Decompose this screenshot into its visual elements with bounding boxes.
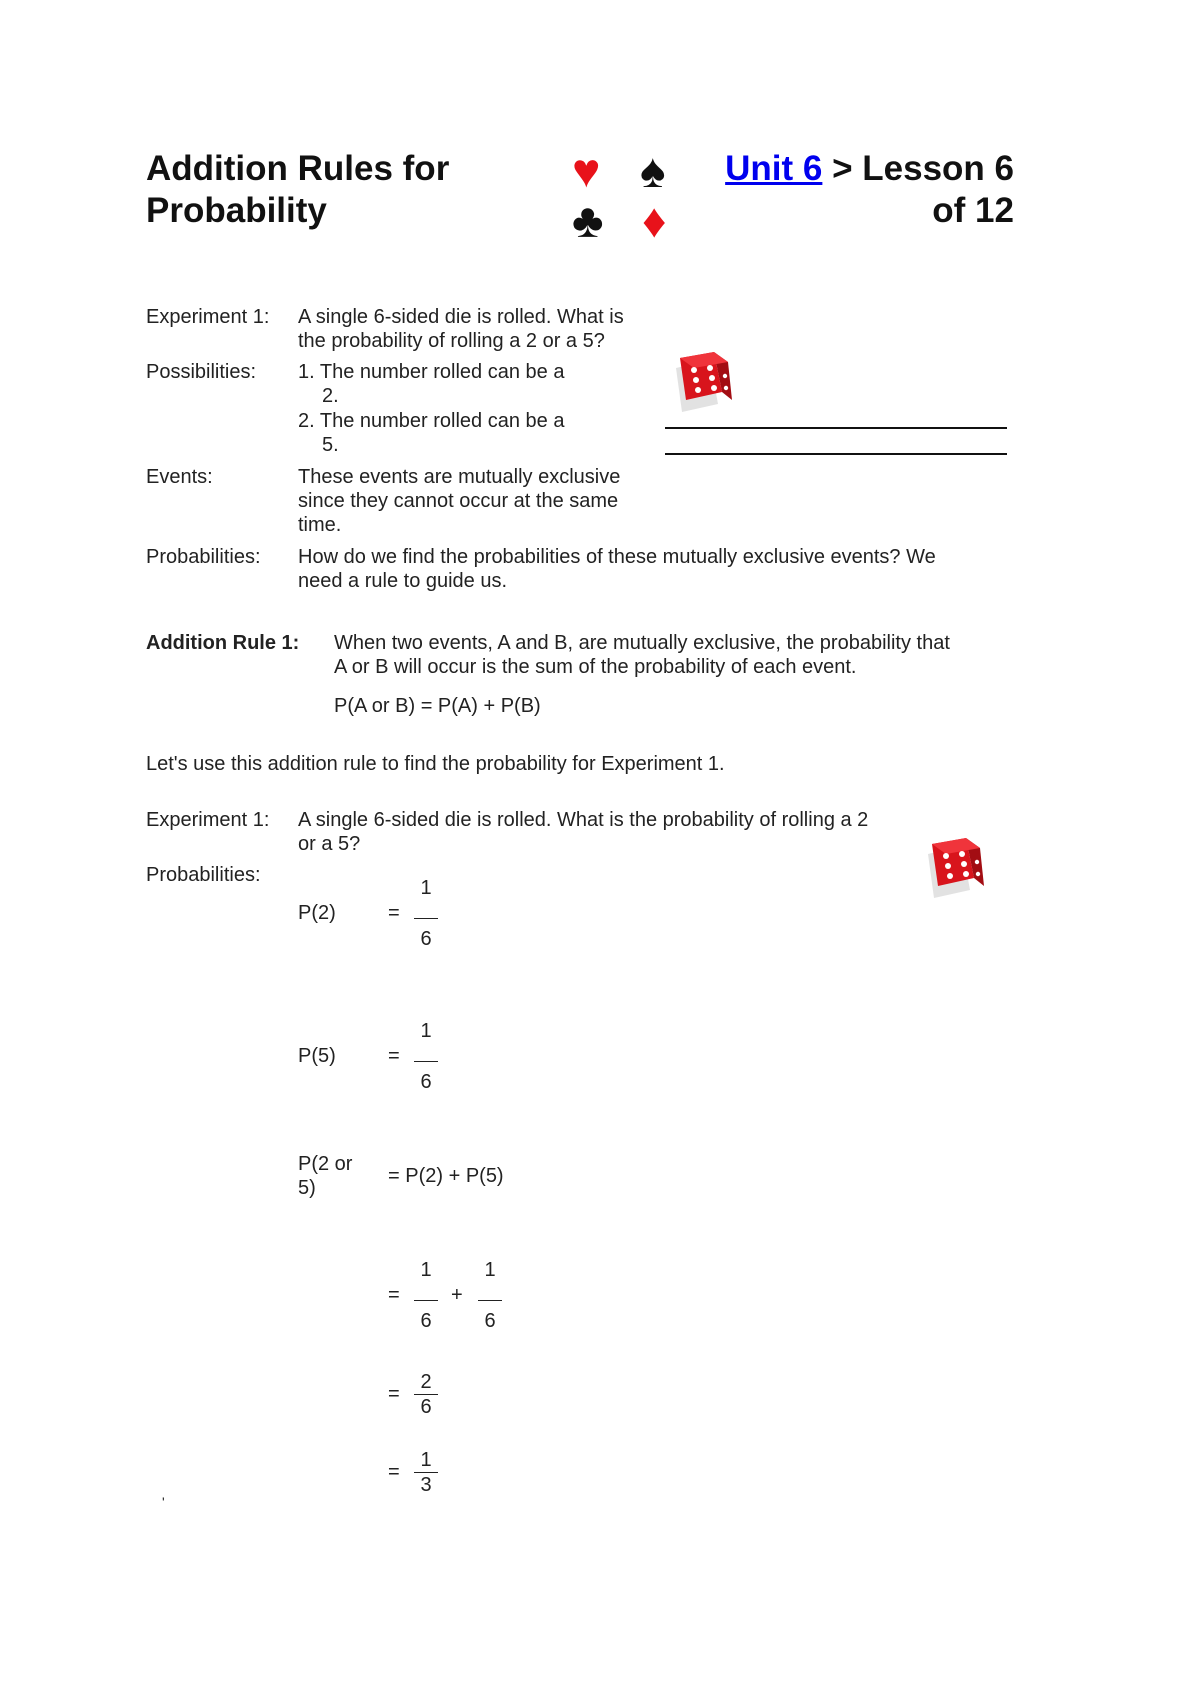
probabilities-label: Probabilities: bbox=[146, 864, 261, 886]
fraction-2-6: $\frac{2}{6}$ bbox=[414, 1370, 438, 1419]
equals-sign: = bbox=[388, 1284, 400, 1306]
plus-sign: + bbox=[451, 1284, 463, 1306]
possibilities-label: Possibilities: bbox=[146, 361, 257, 383]
answer-line bbox=[665, 427, 1007, 429]
p2-or-5-label: P(2 or 5) bbox=[298, 1153, 353, 1199]
spade-icon: ♠ bbox=[640, 145, 666, 198]
events-label: Events: bbox=[146, 466, 213, 488]
fraction-1-6: $\frac{1}{6}$ bbox=[414, 876, 438, 951]
stray-mark: ' bbox=[162, 1494, 165, 1510]
breadcrumb-separator: > bbox=[822, 149, 863, 188]
addition-rule-text: When two events, A and B, are mutually exclusive, the probability that A or B will occur is the sum of the probability of each event. bbox=[334, 632, 950, 678]
p5-label: P(5) bbox=[298, 1045, 336, 1067]
experiment-text: A single 6-sided die is rolled. What is the probability of rolling a 2 or a 5? bbox=[298, 306, 624, 352]
club-icon: ♣ bbox=[572, 195, 604, 248]
experiment-label: Experiment 1: bbox=[146, 809, 270, 831]
experiment-text: A single 6-sided die is rolled. What is the probability of rolling a 2 or a 5? bbox=[298, 809, 869, 855]
equals-sign: = bbox=[388, 902, 400, 924]
sum-expression: = P(2) + P(5) bbox=[388, 1165, 504, 1187]
lesson-label: Lesson 6 bbox=[862, 149, 1014, 188]
events-text: These events are mutually exclusive since they cannot occur at the same time. bbox=[298, 466, 621, 536]
experiment-label: Experiment 1: bbox=[146, 306, 270, 328]
die-icon bbox=[672, 348, 736, 416]
equals-sign: = bbox=[388, 1383, 400, 1405]
probabilities-label: Probabilities: bbox=[146, 546, 261, 568]
die-icon bbox=[924, 834, 988, 902]
unit-6-link[interactable]: Unit 6 bbox=[725, 149, 823, 188]
breadcrumb bbox=[725, 148, 1014, 232]
diamond-icon: ♦ bbox=[642, 195, 667, 248]
addition-rule-formula: P(A or B) = P(A) + P(B) bbox=[334, 695, 541, 717]
equals-sign: = bbox=[388, 1461, 400, 1483]
answer-line bbox=[665, 453, 1007, 455]
fraction-1-6: $\frac{1}{6}$ bbox=[478, 1258, 502, 1333]
lesson-count: of 12 bbox=[932, 191, 1014, 230]
possibility-1: 1. The number rolled can be a 2. bbox=[298, 361, 565, 407]
transition-text: Let's use this addition rule to find the probability for Experiment 1. bbox=[146, 753, 725, 775]
fraction-1-6: $\frac{1}{6}$ bbox=[414, 1019, 438, 1094]
addition-rule-label: Addition Rule 1: bbox=[146, 632, 300, 654]
p2-label: P(2) bbox=[298, 902, 336, 924]
equals-sign: = bbox=[388, 1045, 400, 1067]
fraction-1-3: $\frac{1}{3}$ bbox=[414, 1448, 438, 1497]
possibility-2: 2. The number rolled can be a 5. bbox=[298, 410, 565, 456]
heart-icon: ♥ bbox=[572, 145, 601, 198]
fraction-1-6: $\frac{1}{6}$ bbox=[414, 1258, 438, 1333]
probabilities-text: How do we find the probabilities of these mutually exclusive events? We need a rule to guide us. bbox=[298, 546, 936, 592]
page-title: Addition Rules for Probability bbox=[146, 149, 450, 230]
